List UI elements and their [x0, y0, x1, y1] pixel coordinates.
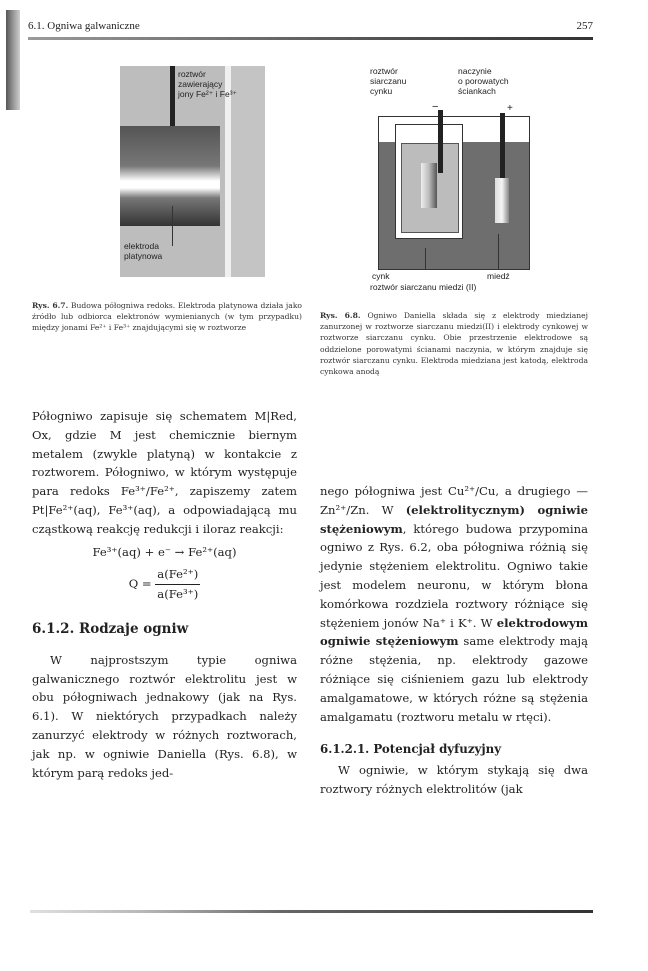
paragraph-half-cell-notation: Półogniwo zapisuje się schematem M|Red, Ox, gdzie M jest chemicznie biernym metalem (zwykle platyną) w kontakcie z roztworem. Półogniwo, w którym występuje para redoks Fe³⁺/Fe²⁺, zapiszemy zatem Pt|Fe²⁺(aq), Fe³⁺(aq), a odpowiadającą mu cząstkową reakcję redukcji i iloraz reakcji:	[32, 409, 297, 536]
negative-sign: −	[432, 101, 439, 113]
fraction	[155, 565, 200, 604]
caption-text: Ogniwo Daniella składa się z elektrody miedzianej zanurzonej w roztworze siarczanu miedzi(II) i elektrody cynkowej w roztworze siarczanu cynku. Obie przestrzenie elektrodowe są oddzielone porowatymi ścianami naczynia, w którym znajduje się roztwór siarczanu cynku. Elektroda miedziana jest katodą, elektroda cynkowa anodą	[320, 311, 588, 377]
reaction-quotient-equation: Q = $\frac{\text{a(Fe²⁺)}}{\text{a(Fe³⁺)}}$	[32, 565, 297, 604]
running-header	[28, 16, 593, 36]
right-column	[320, 482, 588, 799]
paragraph-diffusion-potential: W ogniwie, w którym stykają się dwa roztwory różnych elektrolitów (jak	[320, 763, 588, 796]
header-rule	[28, 37, 593, 40]
copper-rod	[500, 113, 505, 178]
solution-label: roztwór zawierający jony Fe²⁺ i Fe³⁺	[178, 69, 238, 99]
zinc-rod	[438, 110, 443, 173]
term-electrolytic-concentration-cell: (elektrolitycznym) ogniwie stężeniowym	[320, 502, 588, 536]
denominator: a(Fe³⁺)	[157, 587, 199, 602]
footer-rule	[30, 910, 593, 913]
pointer-line	[498, 234, 499, 270]
subsection-heading: 6.1.2.1. Potencjał dyfuzyjny	[320, 742, 502, 757]
copper-label: miedź	[487, 271, 510, 281]
electrode-label: elektroda platynowa	[124, 241, 163, 261]
running-title: 6.1. Ogniwa galwaniczne	[28, 20, 140, 32]
porous-vessel-label: naczynie o porowatych ściankach	[458, 66, 509, 96]
zinc-label: cynk	[372, 271, 390, 281]
paragraph-cell-types: W najprostszym typie ogniwa galwanicznego roztwór elektrolitu jest w obu półogniwach jednakowy (jak na Rys. 6.1). W niektórych przypadkach należy zanurzyć elektrody w różnych roztworach, jak np. w ogniwie Daniella (Rys. 6.8), w którym parą redoks jed-	[32, 652, 297, 780]
scan-spine-shadow	[6, 10, 20, 110]
porous-vessel	[395, 124, 463, 239]
left-column	[32, 407, 297, 782]
section-heading: 6.1.2. Rodzaje ogniw	[32, 620, 189, 637]
numerator: a(Fe²⁺)	[155, 565, 200, 585]
platinum-electrode-shape	[120, 126, 220, 226]
label-pointer-line	[172, 206, 173, 246]
zinc-sulfate-label: roztwór siarczanu cynku	[370, 66, 407, 96]
paragraph-concentration-cells: nego półogniwa jest Cu²⁺/Cu, a drugiego — Zn²⁺/Zn. W (elektrolitycznym) ogniwie stężeniowym, którego budowa przypomina ogniwo z Rys. 6.2, oba półogniwa różnią się jedynie stężeniem elektrolitu. Ogniwo takie jest modelem neuronu, w którym błona komórkowa rozdziela roztwory różniące się stężeniem jonów Na⁺ i K⁺. W elektrodowym ogniwie stężeniowym same elektrody mają różne stężenia, np. elektrody gazowe różniące się ciśnieniem gazu lub elektrody amalgamatowe, w których różne są stężenia amalgamatu (roztworu metalu w rtęci).	[320, 484, 588, 724]
outer-beaker	[378, 116, 530, 270]
figure-6-8-caption	[320, 310, 588, 377]
term-electrode-concentration-cell: elektrodowym ogniwie stężeniowym	[320, 615, 588, 649]
electrode-rod	[170, 66, 175, 126]
figure-6-7-caption	[32, 300, 302, 334]
positive-sign: +	[507, 103, 513, 114]
figure-6-7-redox-half-cell	[120, 66, 265, 277]
copper-sulfate-label: roztwór siarczanu miedzi (II)	[370, 282, 477, 292]
caption-ref: Rys. 6.7.	[32, 301, 69, 310]
zinc-electrode	[421, 163, 437, 208]
page-number: 257	[576, 20, 593, 32]
copper-electrode	[495, 178, 509, 223]
pointer-line	[425, 248, 426, 270]
figure-6-8-daniell-cell	[370, 66, 580, 306]
caption-ref: Rys. 6.8.	[320, 311, 361, 320]
caption-text: Budowa półogniwa redoks. Elektroda platynowa działa jako źródło lub odbiorca elektronów wymienianych (w tym przypadku) między jonami Fe²⁺ i Fe³⁺ znajdującymi się w roztworze	[32, 301, 302, 333]
reduction-equation: Fe³⁺(aq) + e⁻ → Fe²⁺(aq)	[92, 544, 237, 559]
